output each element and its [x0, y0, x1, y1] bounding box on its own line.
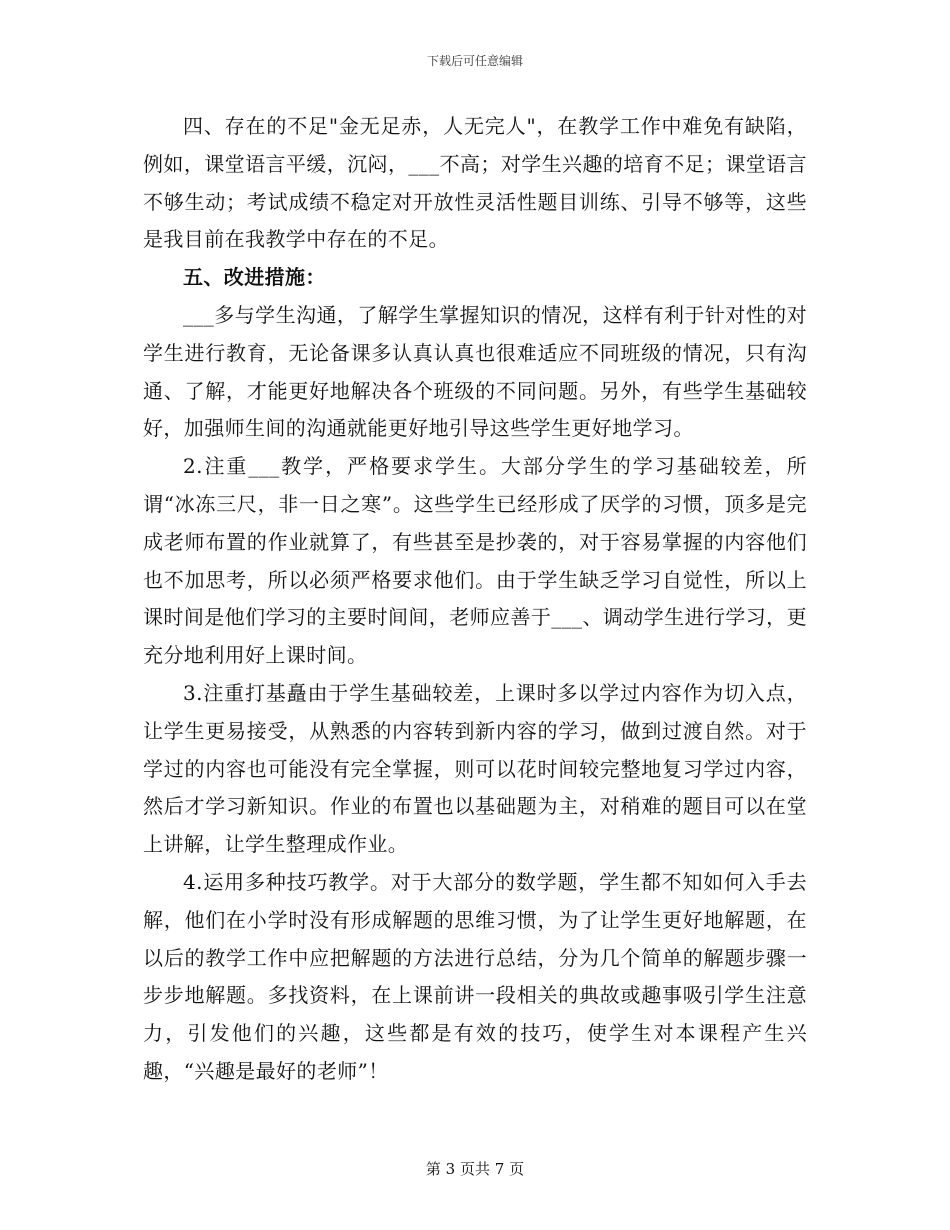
- document-body: [143, 108, 807, 1091]
- paragraph-techniques: 4.运用多种技巧教学。对于大部分的数学题，学生都不知如何入手去解，他们在小学时没有形成解题的思维习惯，为了让学生更好地解题，在以后的教学工作中应把解题的方法进行总结，分为几个简单的解题步骤一步步地解题。多找资料，在上课前讲一段相关的典故或趣事吸引学生注意力，引发他们的兴趣，这些都是有效的技巧，使学生对本课程产生兴趣，“兴趣是最好的老师”！: [143, 869, 807, 1083]
- section-heading-improvements: 五、改进措施：: [183, 265, 326, 290]
- paragraph-strict-requirements: 2.注重___教学，严格要求学生。大部分学生的学习基础较差，所谓“冰冻三尺，非一日之寒”。这些学生已经形成了厌学的习惯，顶多是完成老师布置的作业就算了，有些甚至是抄袭的，对于容易掌握的内容他们也不加思考，所以必须严格要求他们。由于学生缺乏学习自觉性，所以上课时间是他们学习的主要时间间，老师应善于___、调动学生进行学习，更充分地利用好上课时间。: [143, 454, 807, 668]
- page-footer: 第 3 页共 7 页: [425, 1160, 525, 1178]
- paragraph-communication: ___多与学生沟通，了解学生掌握知识的情况，这样有利于针对性的对学生进行教育，无论备课多认真认真也很难适应不同班级的情况，只有沟通、了解，才能更好地解决各个班级的不同问题。另外，有些学生基础较好，加强师生间的沟通就能更好地引导这些学生更好地学习。: [143, 302, 807, 441]
- page-header: 下载后可任意编辑: [426, 54, 523, 68]
- paragraph-foundation: 3.注重打基矗由于学生基础较差，上课时多以学过内容作为切入点，让学生更易接受，从熟悉的内容转到新内容的学习，做到过渡自然。对于学过的内容也可能没有完全掌握，则可以花时间较完整地复习学过内容，然后才学习新知识。作业的布置也以基础题为主，对稍难的题目可以在堂上讲解，让学生整理成作业。: [143, 680, 807, 857]
- paragraph-shortcomings: 四、存在的不足"金无足赤，人无完人"，在教学工作中难免有缺陷，例如，课堂语言平缓，沉闷，___不高；对学生兴趣的培育不足；课堂语言不够生动；考试成绩不稳定对开放性灵活性题目训练、引导不够等，这些是我目前在我教学中存在的不足。: [143, 114, 807, 252]
